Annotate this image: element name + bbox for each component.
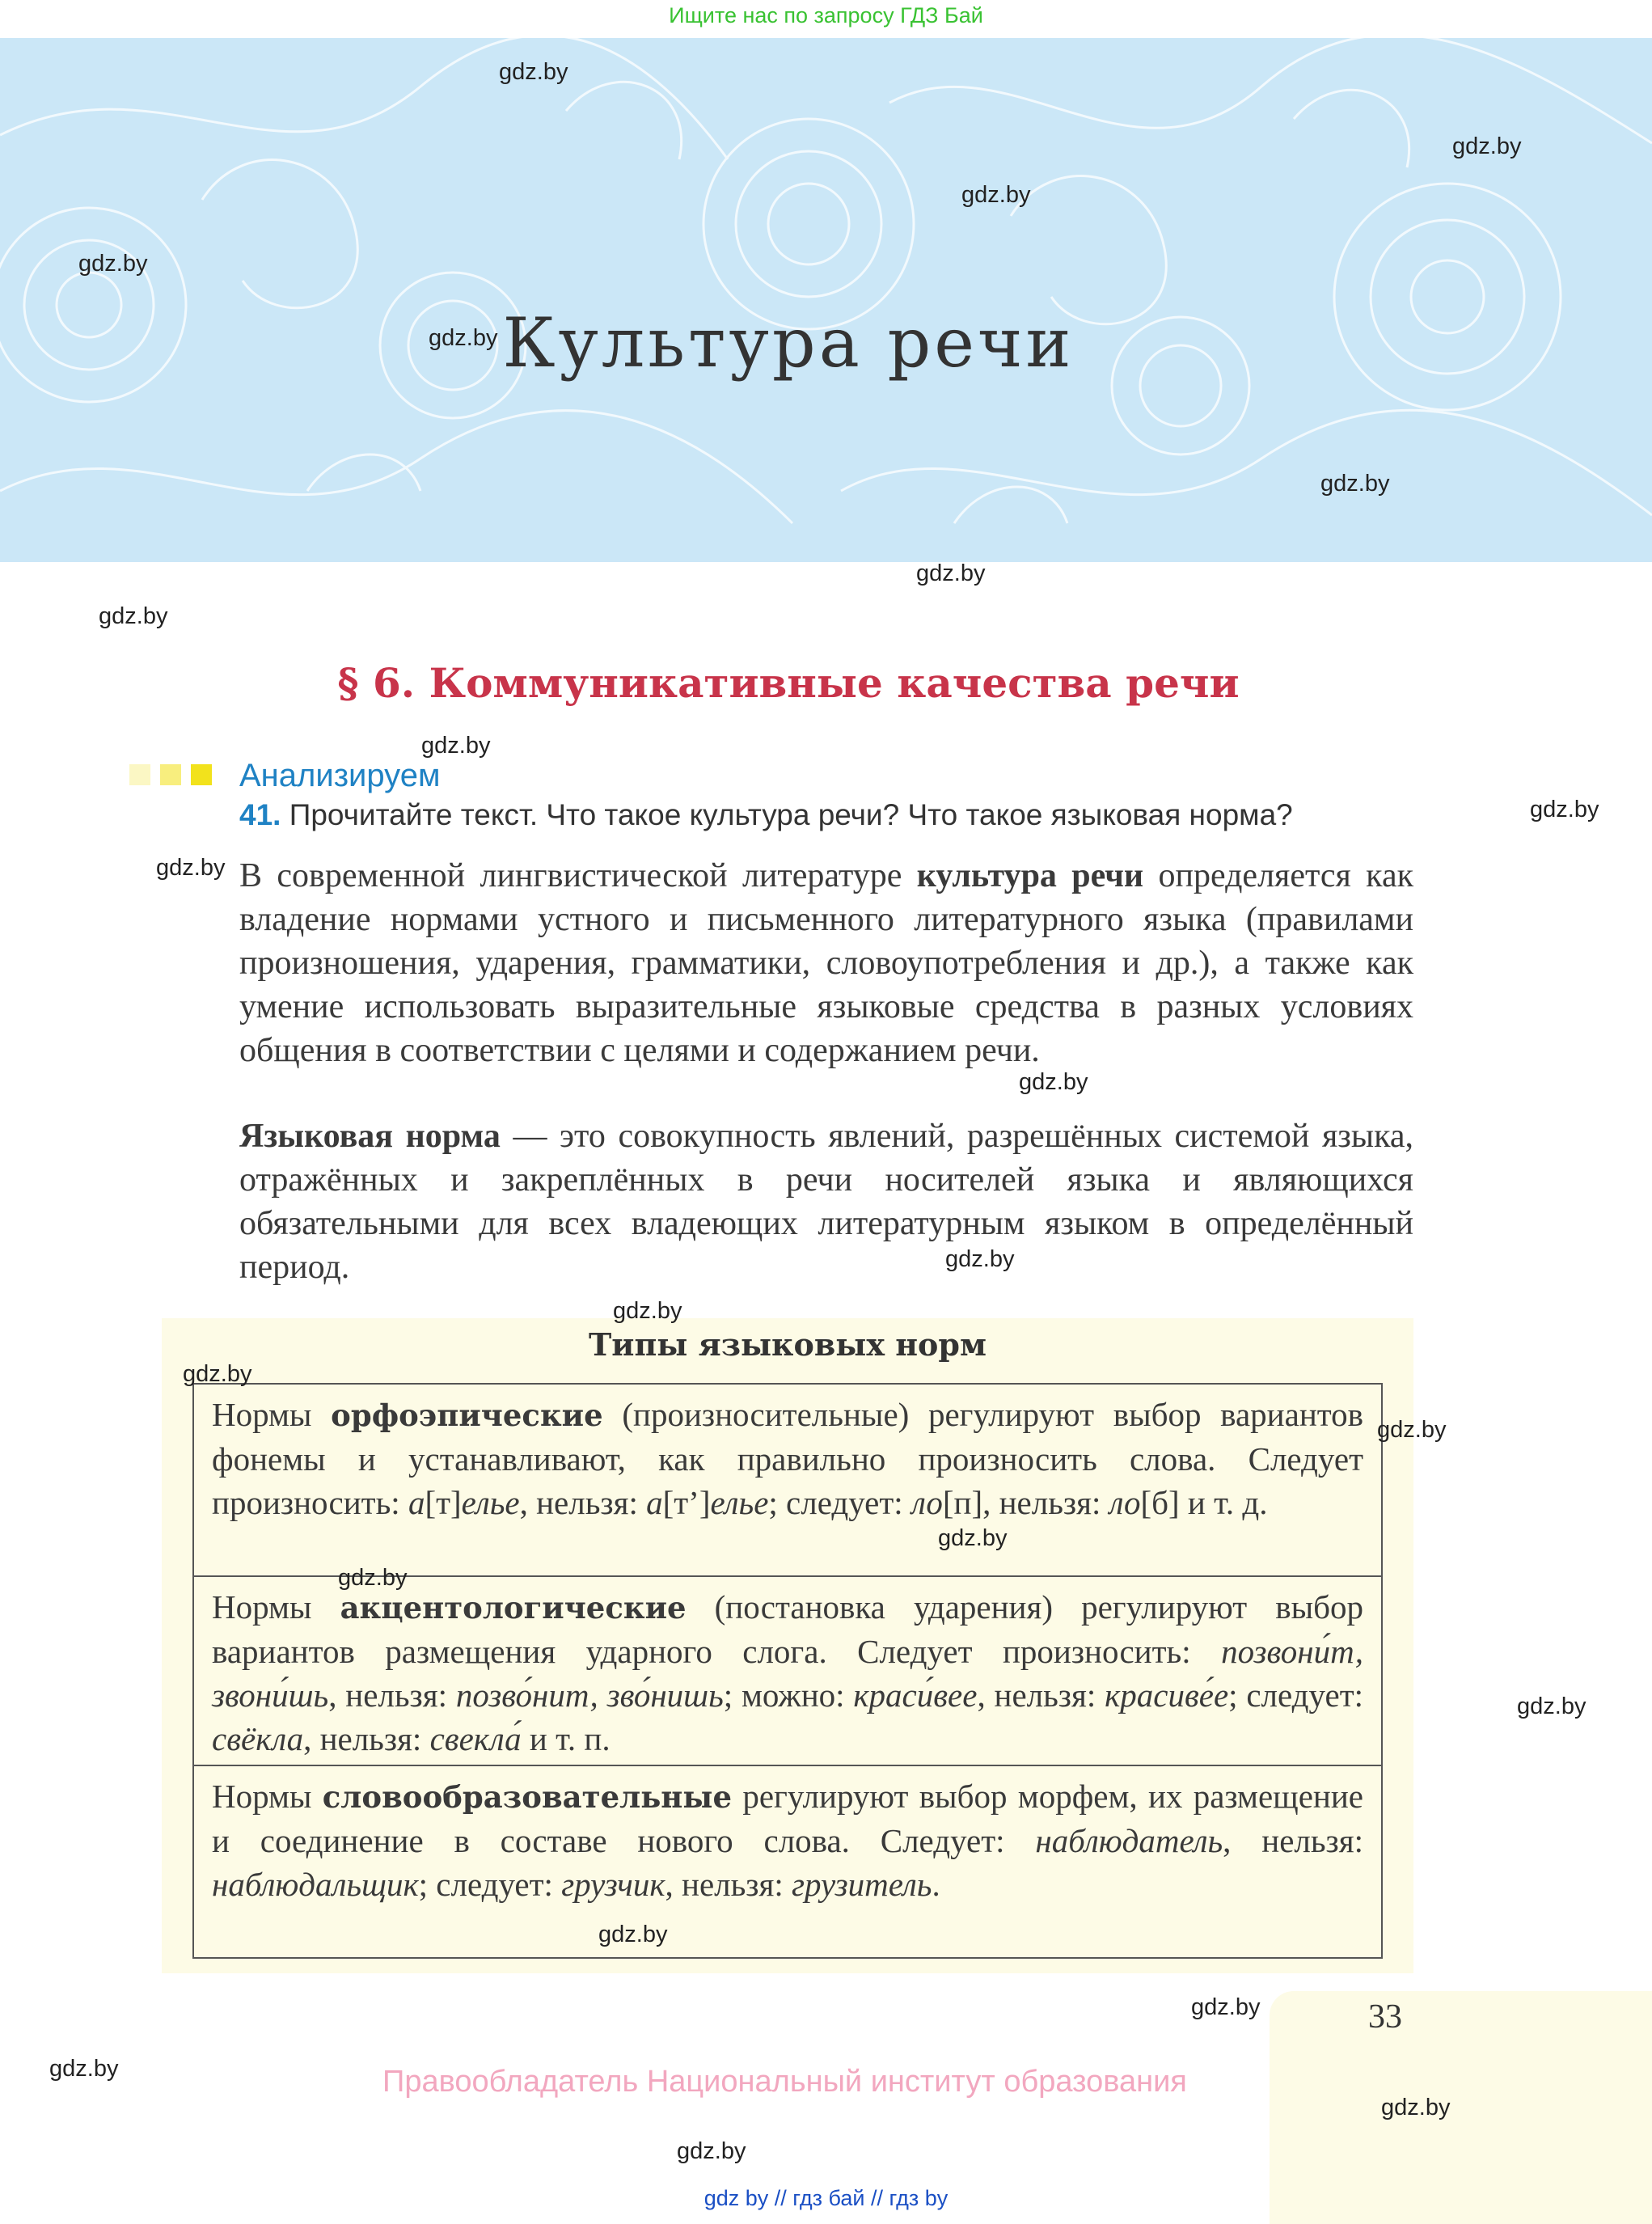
example-word: краси́вее bbox=[853, 1676, 978, 1714]
watermark: gdz.by bbox=[598, 1922, 668, 1947]
watermark: gdz.by bbox=[49, 2056, 119, 2082]
paragraph-norm bbox=[239, 1114, 1413, 1289]
rubric-square-light bbox=[129, 764, 150, 785]
rubric-square-mid bbox=[160, 764, 181, 785]
norm-row-orthoepic bbox=[192, 1383, 1383, 1577]
row-text: , нельзя: bbox=[303, 1720, 430, 1757]
row-text: регулируют выбор морфем, их размещение и соединение в составе нового слова. Следует: bbox=[212, 1778, 1363, 1859]
row-text: [т] bbox=[425, 1484, 462, 1521]
watermark: gdz.by bbox=[961, 182, 1031, 208]
watermark: gdz.by bbox=[613, 1298, 682, 1324]
task-number: 41. bbox=[239, 798, 281, 831]
row-text: и т. п. bbox=[521, 1720, 611, 1757]
row-text: Нормы bbox=[212, 1778, 323, 1815]
paragraph-norm-after: — это совокупность явлений, разрешённых системой языка, отражённых и закреплённых в речи носителей языка и являющихся обязательными для всех владеющих литературным языком в определённый период. bbox=[239, 1118, 1413, 1286]
paragraph-culture bbox=[239, 854, 1413, 1072]
example-word: позво́нит, зво́нишь bbox=[455, 1676, 724, 1714]
row-text: , нельзя: bbox=[977, 1676, 1105, 1714]
row-text: ; можно: bbox=[723, 1676, 854, 1714]
example-word: свёкла bbox=[212, 1720, 304, 1757]
row-text: Нормы bbox=[212, 1588, 340, 1626]
chapter-banner bbox=[0, 38, 1652, 562]
page-number: 33 bbox=[1368, 1998, 1402, 2036]
row-text: [п], нельзя: bbox=[942, 1484, 1109, 1521]
example-word: грузитель bbox=[792, 1866, 932, 1903]
paragraph-culture-before: В современной лингвистической литературе bbox=[239, 857, 917, 894]
example-word: ло bbox=[1109, 1484, 1141, 1521]
example-word: красиве́е bbox=[1105, 1676, 1229, 1714]
task-text: Прочитайте текст. Что такое культура речи? Что такое языковая норма? bbox=[289, 798, 1293, 831]
watermark: gdz.by bbox=[938, 1525, 1008, 1551]
row-text: (произносительные) регулируют выбор вариантов фонемы и устанавливают, как правильно произносить слова. Следует произносить: bbox=[212, 1396, 1363, 1521]
norm-row-accent bbox=[192, 1575, 1383, 1766]
row-text: ; следует: bbox=[768, 1484, 911, 1521]
top-search-note: Ищите нас по запросу ГДЗ Бай bbox=[669, 3, 983, 27]
watermark: gdz.by bbox=[1019, 1069, 1088, 1095]
watermark: gdz.by bbox=[1517, 1693, 1587, 1719]
row-text: . bbox=[932, 1866, 940, 1903]
rubric-square-dark bbox=[191, 764, 212, 785]
watermark: gdz.by bbox=[1191, 1994, 1261, 2020]
row-text: (постановка ударения) регулируют выбор вариантов размещения ударного слога. Следует произносить: bbox=[212, 1588, 1364, 1670]
example-word: ло bbox=[911, 1484, 943, 1521]
example-word: наблюдатель bbox=[1035, 1822, 1223, 1859]
term-culture: культура речи bbox=[916, 857, 1144, 894]
paragraph-culture-after: определяется как владение нормами устного и письменного литературного языка (правилами произношения, ударения, грамматики, словоупотребления и др.), а также как умение использовать выразительные языковые средства в разных условиях общения в соответствии с целями и содержанием речи. bbox=[239, 857, 1413, 1069]
watermark: gdz.by bbox=[1530, 797, 1599, 822]
row-text: ; следует: bbox=[1228, 1676, 1363, 1714]
watermark: gdz.by bbox=[421, 733, 491, 759]
watermark: gdz.by bbox=[1452, 133, 1522, 159]
row-text: , нельзя: bbox=[665, 1866, 792, 1903]
row-text: , нельзя: bbox=[519, 1484, 647, 1521]
row-text: [т’] bbox=[662, 1484, 711, 1521]
watermark: gdz.by bbox=[1320, 471, 1390, 497]
row-text: ; следует: bbox=[418, 1866, 562, 1903]
copyright-holder-note: Правообладатель Национальный институт образования bbox=[382, 2065, 1187, 2099]
watermark: gdz.by bbox=[945, 1246, 1015, 1272]
example-word: наблюдальщик bbox=[212, 1866, 419, 1903]
row-text: , нельзя: bbox=[328, 1676, 456, 1714]
row-text: Нормы bbox=[212, 1396, 332, 1433]
watermark: gdz.by bbox=[916, 560, 986, 586]
rubric-label: Анализируем bbox=[239, 758, 441, 793]
row-term: орфоэпические bbox=[331, 1397, 603, 1433]
example-word: позвони́т, звони́шь bbox=[212, 1633, 1363, 1714]
example-word: елье bbox=[461, 1484, 520, 1521]
watermark: gdz.by bbox=[183, 1361, 252, 1387]
watermark: gdz.by bbox=[99, 603, 168, 629]
example-word: а bbox=[646, 1484, 663, 1521]
watermark: gdz.by bbox=[78, 251, 148, 277]
row-text: , нельзя: bbox=[1223, 1822, 1363, 1859]
row-term: словообразовательные bbox=[322, 1779, 733, 1815]
watermark: gdz.by bbox=[1377, 1417, 1447, 1443]
watermark: gdz.by bbox=[429, 325, 498, 351]
example-word: грузчик bbox=[561, 1866, 665, 1903]
watermark: gdz.by bbox=[499, 59, 568, 85]
section-title: § 6. Коммуникативные качества речи bbox=[337, 659, 1240, 707]
chapter-title: Культура речи bbox=[502, 303, 1075, 383]
example-word: а bbox=[408, 1484, 425, 1521]
watermark: gdz.by bbox=[156, 855, 226, 881]
term-norm: Языковая норма bbox=[239, 1118, 501, 1155]
example-word: елье bbox=[710, 1484, 769, 1521]
row-term: акцентологические bbox=[340, 1590, 687, 1626]
watermark: gdz.by bbox=[1381, 2095, 1451, 2120]
floral-ornament bbox=[0, 38, 1652, 562]
row-text: [б] и т. д. bbox=[1140, 1484, 1268, 1521]
watermark: gdz.by bbox=[338, 1565, 408, 1591]
example-word: свекла́ bbox=[429, 1720, 522, 1757]
norm-types-title: Типы языковых норм bbox=[589, 1326, 987, 1363]
footer-links[interactable]: gdz by // гдз бай // гдз by bbox=[703, 2186, 949, 2210]
watermark: gdz.by bbox=[677, 2138, 746, 2164]
task-41 bbox=[239, 798, 1293, 832]
norm-row-wordformation bbox=[192, 1765, 1383, 1959]
